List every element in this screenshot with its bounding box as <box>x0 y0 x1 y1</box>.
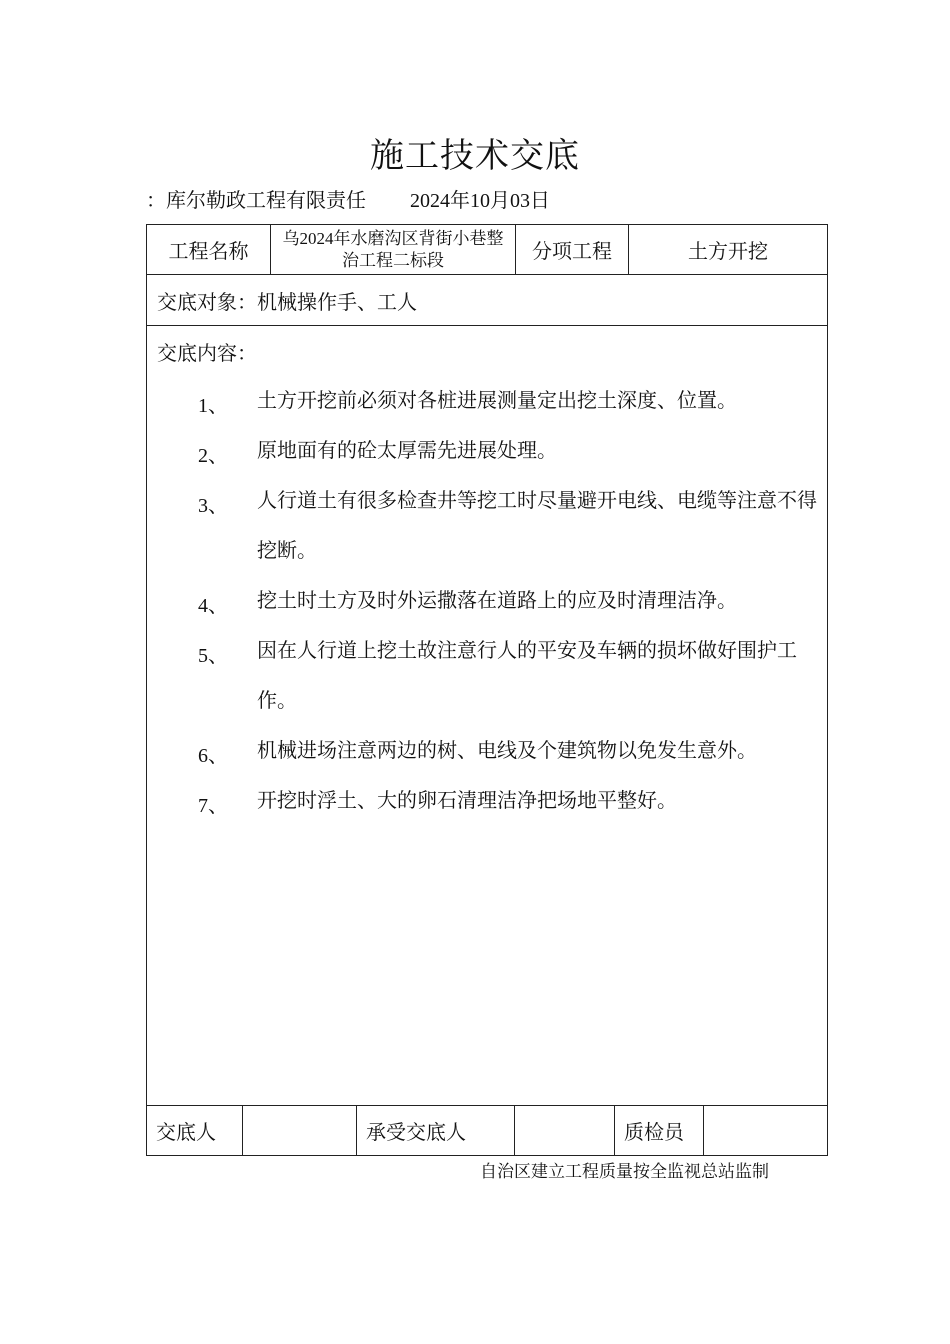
item-number: 3、 <box>198 495 228 517</box>
sub-project-value: 土方开挖 <box>688 241 768 263</box>
sub-project-label: 分项工程 <box>532 241 612 263</box>
company-name: ：库尔勒政工程有限责任 <box>146 190 366 212</box>
col-divider <box>270 224 271 275</box>
item-number: 2、 <box>198 445 228 467</box>
inspector-label: 质检员 <box>624 1122 684 1144</box>
content-label: 交底内容： <box>157 342 257 365</box>
item-text: 原地面有的砼太厚需先进展处理。 <box>257 440 557 462</box>
document-title: 施工技术交底 <box>370 138 580 175</box>
inspector-signature-field[interactable] <box>704 1106 827 1155</box>
table-border-bottom <box>146 1155 828 1156</box>
col-divider <box>356 1105 357 1156</box>
item-text: 挖土时土方及时外运撒落在道路上的应及时清理洁净。 <box>257 590 737 612</box>
project-name-value: 乌2024年水磨沟区背街小巷整治工程二标段 <box>282 228 504 270</box>
discloser-label: 交底人 <box>156 1122 216 1144</box>
col-divider <box>614 1105 615 1156</box>
project-name-label: 工程名称 <box>168 241 249 263</box>
discloser-signature-field[interactable] <box>243 1106 356 1155</box>
item-number: 4、 <box>198 595 228 617</box>
item-number: 5、 <box>198 645 228 667</box>
item-text: 机械进场注意两边的树、电线及个建筑物以免发生意外。 <box>257 740 757 762</box>
header-line <box>146 184 550 213</box>
item-number: 1、 <box>198 395 228 417</box>
table-border-right <box>827 224 828 1156</box>
item-text: 因在人行道上挖土故注意行人的平安及车辆的损坏做好围护工作。 <box>257 640 797 712</box>
audience-text: 交底对象：机械操作手、工人 <box>157 291 417 314</box>
item-text: 开挖时浮土、大的卵石清理洁净把场地平整好。 <box>257 790 677 812</box>
item-number: 7、 <box>198 795 228 817</box>
document-date: 2024年10月03日 <box>410 190 550 212</box>
receiver-label: 承受交底人 <box>366 1122 466 1144</box>
receiver-signature-field[interactable] <box>515 1106 614 1155</box>
item-number: 6、 <box>198 745 228 767</box>
table-border-left <box>146 224 147 1156</box>
item-text: 土方开挖前必须对各桩进展测量定出挖土深度、位置。 <box>257 390 737 412</box>
footer-note: 自治区建立工程质量按全监视总站监制 <box>480 1162 769 1181</box>
item-text: 人行道土有很多检查井等挖工时尽量避开电线、电缆等注意不得挖断。 <box>257 490 817 562</box>
